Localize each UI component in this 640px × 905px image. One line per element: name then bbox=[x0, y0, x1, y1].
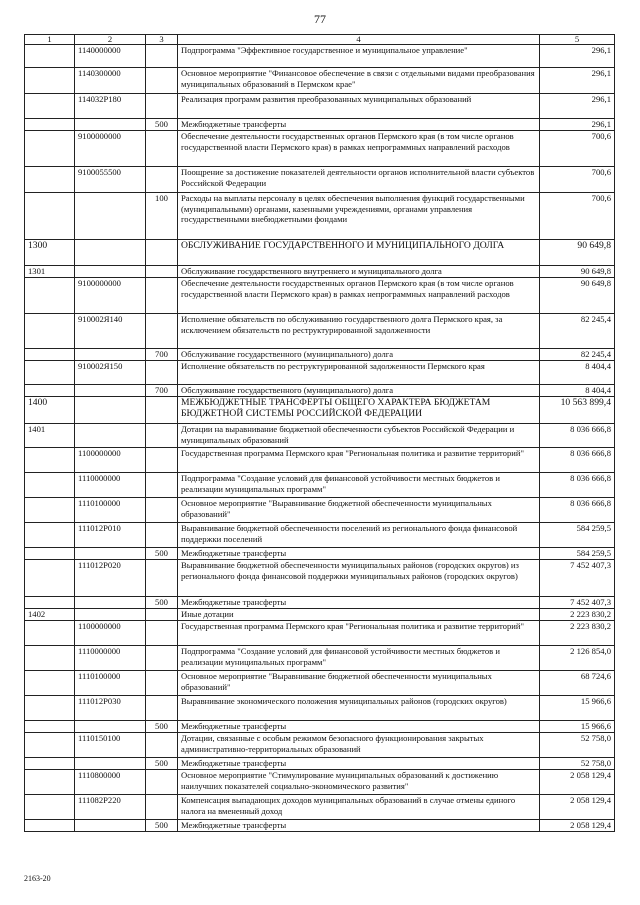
table-row bbox=[25, 240, 615, 266]
expense-type-code bbox=[146, 45, 178, 68]
section-code bbox=[25, 167, 75, 193]
table-row bbox=[25, 696, 615, 721]
item-name: Межбюджетные трансферты bbox=[178, 721, 540, 733]
section-code bbox=[25, 671, 75, 696]
table-row bbox=[25, 721, 615, 733]
expense-type-code bbox=[146, 473, 178, 498]
amount: 8 404,4 bbox=[540, 385, 615, 397]
budget-table bbox=[24, 34, 615, 832]
section-code bbox=[25, 560, 75, 597]
header-row bbox=[25, 35, 615, 45]
item-name: Государственная программа Пермского края "Региональная политика и развитие территорий" bbox=[178, 621, 540, 646]
amount: 82 245,4 bbox=[540, 314, 615, 349]
table-row bbox=[25, 424, 615, 448]
item-name: Межбюджетные трансферты bbox=[178, 548, 540, 560]
item-name: Основное мероприятие "Стимулирование муниципальных образований к достижению наилучших показателей социально-экономического развития" bbox=[178, 770, 540, 795]
item-name: Основное мероприятие "Финансовое обеспечение в связи с отдельными видами преобразования муниципальных образований в Пермском крае" bbox=[178, 68, 540, 94]
section-code: 1400 bbox=[25, 397, 75, 424]
section-code bbox=[25, 473, 75, 498]
target-article-code: 1110100000 bbox=[75, 498, 146, 523]
expense-type-code: 500 bbox=[146, 758, 178, 770]
target-article-code: 111012P020 bbox=[75, 560, 146, 597]
item-name: Обслуживание государственного (муниципального) долга bbox=[178, 349, 540, 361]
section-code: 1300 bbox=[25, 240, 75, 266]
expense-type-code bbox=[146, 646, 178, 671]
item-name: Выравнивание экономического положения муниципальных районов (городских округов) bbox=[178, 696, 540, 721]
table-row bbox=[25, 119, 615, 131]
item-name: Межбюджетные трансферты bbox=[178, 597, 540, 609]
table-row bbox=[25, 397, 615, 424]
item-name: Межбюджетные трансферты bbox=[178, 119, 540, 131]
target-article-code bbox=[75, 609, 146, 621]
expense-type-code bbox=[146, 167, 178, 193]
amount: 15 966,6 bbox=[540, 696, 615, 721]
expense-type-code bbox=[146, 397, 178, 424]
target-article-code: 1110150100 bbox=[75, 733, 146, 758]
amount: 700,6 bbox=[540, 167, 615, 193]
expense-type-code bbox=[146, 131, 178, 167]
target-article-code bbox=[75, 597, 146, 609]
section-code bbox=[25, 119, 75, 131]
table-row bbox=[25, 167, 615, 193]
target-article-code: 1100000000 bbox=[75, 621, 146, 646]
target-article-code bbox=[75, 721, 146, 733]
table-row bbox=[25, 498, 615, 523]
item-name: Подпрограмма "Создание условий для финансовой устойчивости местных бюджетов и реализации муниципальных программ" bbox=[178, 473, 540, 498]
target-article-code bbox=[75, 820, 146, 832]
expense-type-code: 500 bbox=[146, 119, 178, 131]
amount: 8 036 666,8 bbox=[540, 473, 615, 498]
item-name: Выравнивание бюджетной обеспеченности поселений из регионального фонда финансовой поддержки поселений bbox=[178, 523, 540, 548]
target-article-code: 9100000000 bbox=[75, 131, 146, 167]
item-name: Дотации на выравнивание бюджетной обеспеченности субъектов Российской Федерации и муниципальных образований bbox=[178, 424, 540, 448]
section-code: 1301 bbox=[25, 266, 75, 278]
amount: 7 452 407,3 bbox=[540, 560, 615, 597]
expense-type-code: 100 bbox=[146, 193, 178, 240]
table-row bbox=[25, 349, 615, 361]
amount: 584 259,5 bbox=[540, 523, 615, 548]
table-row bbox=[25, 45, 615, 68]
expense-type-code bbox=[146, 278, 178, 314]
table-row bbox=[25, 473, 615, 498]
target-article-code: 1140000000 bbox=[75, 45, 146, 68]
section-code bbox=[25, 770, 75, 795]
target-article-code bbox=[75, 548, 146, 560]
item-name: МЕЖБЮДЖЕТНЫЕ ТРАНСФЕРТЫ ОБЩЕГО ХАРАКТЕРА БЮДЖЕТАМ БЮДЖЕТНОЙ СИСТЕМЫ РОССИЙСКОЙ ФЕДЕРАЦИИ bbox=[178, 397, 540, 424]
section-code bbox=[25, 758, 75, 770]
header-col-1: 1 bbox=[25, 35, 75, 45]
item-name: Компенсация выпадающих доходов муниципальных образований в случае отмены единого налога на вмененный доход bbox=[178, 795, 540, 820]
amount: 2 058 129,4 bbox=[540, 770, 615, 795]
table-row bbox=[25, 266, 615, 278]
table-row bbox=[25, 560, 615, 597]
target-article-code bbox=[75, 758, 146, 770]
item-name: Межбюджетные трансферты bbox=[178, 820, 540, 832]
target-article-code: 111012P010 bbox=[75, 523, 146, 548]
amount: 584 259,5 bbox=[540, 548, 615, 560]
table-row bbox=[25, 193, 615, 240]
target-article-code bbox=[75, 119, 146, 131]
target-article-code: 114032P180 bbox=[75, 94, 146, 119]
expense-type-code: 500 bbox=[146, 820, 178, 832]
expense-type-code bbox=[146, 770, 178, 795]
header-col-2: 2 bbox=[75, 35, 146, 45]
table-row bbox=[25, 131, 615, 167]
section-code bbox=[25, 696, 75, 721]
expense-type-code bbox=[146, 448, 178, 473]
item-name: Обслуживание государственного внутреннего и муниципального долга bbox=[178, 266, 540, 278]
item-name: Обслуживание государственного (муниципального) долга bbox=[178, 385, 540, 397]
table-row bbox=[25, 609, 615, 621]
expense-type-code: 500 bbox=[146, 721, 178, 733]
amount: 90 649,8 bbox=[540, 266, 615, 278]
expense-type-code: 500 bbox=[146, 597, 178, 609]
expense-type-code bbox=[146, 671, 178, 696]
target-article-code: 1110800000 bbox=[75, 770, 146, 795]
target-article-code bbox=[75, 266, 146, 278]
item-name: Государственная программа Пермского края "Региональная политика и развитие территорий" bbox=[178, 448, 540, 473]
item-name: Обеспечение деятельности государственных органов Пермского края (в том числе органов государственной власти Пермского края) в рамках непрограммных направлений расходов bbox=[178, 278, 540, 314]
section-code bbox=[25, 646, 75, 671]
section-code bbox=[25, 795, 75, 820]
section-code bbox=[25, 498, 75, 523]
amount: 8 036 666,8 bbox=[540, 448, 615, 473]
target-article-code: 1110000000 bbox=[75, 646, 146, 671]
target-article-code bbox=[75, 397, 146, 424]
item-name: Реализация программ развития преобразованных муниципальных образований bbox=[178, 94, 540, 119]
amount: 82 245,4 bbox=[540, 349, 615, 361]
target-article-code: 111082P220 bbox=[75, 795, 146, 820]
target-article-code bbox=[75, 349, 146, 361]
section-code bbox=[25, 45, 75, 68]
item-name: Обеспечение деятельности государственных органов Пермского края (в том числе органов государственной власти Пермского края) в рамках непрограммных направлений расходов bbox=[178, 131, 540, 167]
section-code bbox=[25, 385, 75, 397]
table-row bbox=[25, 646, 615, 671]
header-col-4: 4 bbox=[178, 35, 540, 45]
amount: 10 563 899,4 bbox=[540, 397, 615, 424]
target-article-code bbox=[75, 424, 146, 448]
table-row bbox=[25, 523, 615, 548]
item-name: Поощрение за достижение показателей деятельности органов исполнительной власти субъектов Российской Федерации bbox=[178, 167, 540, 193]
target-article-code: 111012P030 bbox=[75, 696, 146, 721]
target-article-code bbox=[75, 385, 146, 397]
section-code bbox=[25, 448, 75, 473]
section-code: 1401 bbox=[25, 424, 75, 448]
table-row bbox=[25, 385, 615, 397]
amount: 700,6 bbox=[540, 131, 615, 167]
expense-type-code bbox=[146, 314, 178, 349]
table-body bbox=[25, 45, 615, 832]
section-code bbox=[25, 94, 75, 119]
expense-type-code: 700 bbox=[146, 385, 178, 397]
item-name: Дотации, связанные с особым режимом безопасного функционирования закрытых административно-территориальных образований bbox=[178, 733, 540, 758]
target-article-code: 9100000000 bbox=[75, 278, 146, 314]
item-name: Основное мероприятие "Выравнивание бюджетной обеспеченности муниципальных образований" bbox=[178, 498, 540, 523]
section-code bbox=[25, 349, 75, 361]
amount: 700,6 bbox=[540, 193, 615, 240]
header-col-5: 5 bbox=[540, 35, 615, 45]
target-article-code: 1110000000 bbox=[75, 473, 146, 498]
expense-type-code: 500 bbox=[146, 548, 178, 560]
section-code bbox=[25, 278, 75, 314]
section-code bbox=[25, 193, 75, 240]
amount: 90 649,8 bbox=[540, 278, 615, 314]
amount: 296,1 bbox=[540, 119, 615, 131]
item-name: Выравнивание бюджетной обеспеченности муниципальных районов (городских округов) из регионального фонда финансовой поддержки муниципальных районов (городских округов) bbox=[178, 560, 540, 597]
section-code bbox=[25, 721, 75, 733]
item-name: Подпрограмма "Создание условий для финансовой устойчивости местных бюджетов и реализации муниципальных программ" bbox=[178, 646, 540, 671]
item-name: ОБСЛУЖИВАНИЕ ГОСУДАРСТВЕННОГО И МУНИЦИПАЛЬНОГО ДОЛГА bbox=[178, 240, 540, 266]
table-row bbox=[25, 770, 615, 795]
expense-type-code bbox=[146, 523, 178, 548]
table-row bbox=[25, 795, 615, 820]
target-article-code: 1110100000 bbox=[75, 671, 146, 696]
section-code bbox=[25, 314, 75, 349]
table-row bbox=[25, 671, 615, 696]
expense-type-code bbox=[146, 94, 178, 119]
item-name: Иные дотации bbox=[178, 609, 540, 621]
section-code bbox=[25, 621, 75, 646]
amount: 8 036 666,8 bbox=[540, 424, 615, 448]
item-name: Исполнение обязательств по реструктурированной задолженности Пермского края bbox=[178, 361, 540, 385]
page-number: 77 bbox=[314, 12, 326, 26]
section-code bbox=[25, 523, 75, 548]
amount: 68 724,6 bbox=[540, 671, 615, 696]
table-row bbox=[25, 820, 615, 832]
amount: 296,1 bbox=[540, 45, 615, 68]
target-article-code bbox=[75, 240, 146, 266]
header-col-3: 3 bbox=[146, 35, 178, 45]
expense-type-code bbox=[146, 696, 178, 721]
section-code bbox=[25, 597, 75, 609]
table-row bbox=[25, 68, 615, 94]
expense-type-code bbox=[146, 498, 178, 523]
amount: 2 058 129,4 bbox=[540, 795, 615, 820]
expense-type-code bbox=[146, 424, 178, 448]
expense-type-code bbox=[146, 733, 178, 758]
target-article-code bbox=[75, 193, 146, 240]
expense-type-code bbox=[146, 240, 178, 266]
item-name: Исполнение обязательств по обслуживанию государственного долга Пермского края, за исключением обязательств по реструктурированной задолженности bbox=[178, 314, 540, 349]
amount: 52 758,0 bbox=[540, 733, 615, 758]
target-article-code: 910002Я150 bbox=[75, 361, 146, 385]
amount: 2 058 129,4 bbox=[540, 820, 615, 832]
section-code bbox=[25, 820, 75, 832]
table-row bbox=[25, 733, 615, 758]
table-row bbox=[25, 361, 615, 385]
section-code bbox=[25, 361, 75, 385]
section-code bbox=[25, 733, 75, 758]
table-row bbox=[25, 448, 615, 473]
item-name: Основное мероприятие "Выравнивание бюджетной обеспеченности муниципальных образований" bbox=[178, 671, 540, 696]
section-code: 1402 bbox=[25, 609, 75, 621]
expense-type-code bbox=[146, 560, 178, 597]
table-row bbox=[25, 278, 615, 314]
table-row bbox=[25, 94, 615, 119]
amount: 2 223 830,2 bbox=[540, 621, 615, 646]
expense-type-code bbox=[146, 621, 178, 646]
amount: 296,1 bbox=[540, 68, 615, 94]
target-article-code: 1100000000 bbox=[75, 448, 146, 473]
expense-type-code bbox=[146, 361, 178, 385]
section-code bbox=[25, 131, 75, 167]
table-row bbox=[25, 548, 615, 560]
target-article-code: 910002Я140 bbox=[75, 314, 146, 349]
footer-code: 2163-20 bbox=[24, 874, 51, 883]
table-row bbox=[25, 621, 615, 646]
expense-type-code bbox=[146, 68, 178, 94]
amount: 7 452 407,3 bbox=[540, 597, 615, 609]
section-code bbox=[25, 68, 75, 94]
amount: 2 223 830,2 bbox=[540, 609, 615, 621]
expense-type-code bbox=[146, 266, 178, 278]
amount: 52 758,0 bbox=[540, 758, 615, 770]
item-name: Расходы на выплаты персоналу в целях обеспечения выполнения функций государственными (муниципальными) органами, казенными учреждениями, органами управления государственными внебюджетными фондами bbox=[178, 193, 540, 240]
amount: 15 966,6 bbox=[540, 721, 615, 733]
amount: 296,1 bbox=[540, 94, 615, 119]
section-code bbox=[25, 548, 75, 560]
target-article-code: 9100055500 bbox=[75, 167, 146, 193]
item-name: Межбюджетные трансферты bbox=[178, 758, 540, 770]
item-name: Подпрограмма "Эффективное государственное и муниципальное управление" bbox=[178, 45, 540, 68]
table-row bbox=[25, 597, 615, 609]
amount: 90 649,8 bbox=[540, 240, 615, 266]
table-row bbox=[25, 758, 615, 770]
expense-type-code bbox=[146, 609, 178, 621]
target-article-code: 1140300000 bbox=[75, 68, 146, 94]
table-row bbox=[25, 314, 615, 349]
amount: 8 404,4 bbox=[540, 361, 615, 385]
amount: 8 036 666,8 bbox=[540, 498, 615, 523]
amount: 2 126 854,0 bbox=[540, 646, 615, 671]
expense-type-code bbox=[146, 795, 178, 820]
expense-type-code: 700 bbox=[146, 349, 178, 361]
